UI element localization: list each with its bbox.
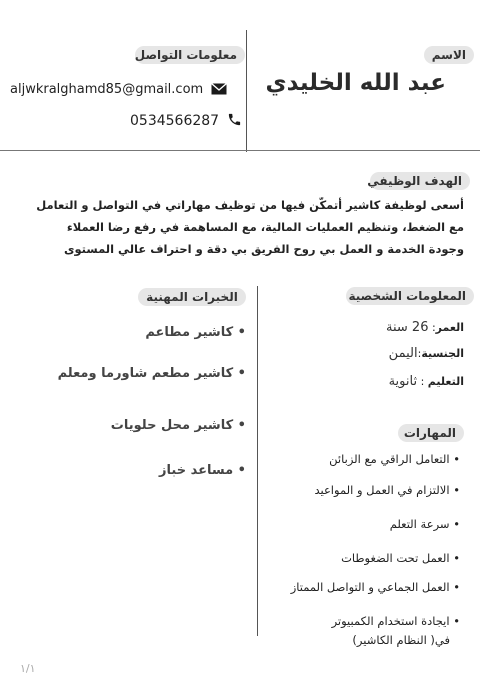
- full-name: عبد الله الخليدي: [265, 70, 446, 96]
- contact-label: معلومات التواصل: [135, 46, 245, 64]
- skill-item: • التعامل الراقي مع الزبائن: [329, 450, 460, 468]
- education-label: التعليم: [427, 375, 464, 388]
- experience-item: • مساعد خباز: [159, 463, 246, 478]
- skill-item: • العمل تحت الضغوطات: [341, 549, 460, 567]
- phone-text: 0534566287: [130, 113, 220, 129]
- objective-line: مع الضغط، وتنظيم العمليات المالية، مع المساهمة في رفع رضا العملاء: [66, 220, 464, 234]
- age-value: 26 سنة: [386, 320, 429, 335]
- header-rule: [0, 150, 480, 151]
- age-label: العمر: [435, 321, 464, 334]
- phone-icon: [227, 112, 242, 131]
- envelope-icon: [211, 80, 227, 99]
- objective-text: [4, 194, 464, 260]
- skill-item: • ايجادة استخدام الكمبيوتر: [332, 612, 460, 630]
- column-divider: [257, 286, 258, 636]
- nationality-value: اليمن: [388, 346, 418, 361]
- nationality-row: الجنسية:اليمن: [388, 346, 464, 361]
- experience-item: • كاشير مطعم شاورما ومعلم: [58, 366, 246, 381]
- experience-item: • كاشير محل حلويات: [111, 418, 246, 433]
- skill-item: • الالتزام في العمل و المواعيد: [314, 481, 460, 499]
- experience-label: الخبرات المهنية: [138, 288, 246, 306]
- skill-item: • سرعة التعلم: [390, 515, 460, 533]
- nationality-label: الجنسية: [421, 347, 464, 360]
- objective-line: وجودة الخدمة و العمل بي روح الفريق بي دقة و احتراف عالي المستوى: [63, 242, 464, 256]
- education-value: ثانوية: [388, 374, 418, 389]
- skills-label: المهارات: [398, 424, 464, 442]
- personal-label: المعلومات الشخصية: [346, 287, 474, 305]
- header-divider: [246, 30, 247, 152]
- education-row: التعليم : ثانوية: [388, 374, 464, 389]
- skill-item: • العمل الجماعي و التواصل الممتاز: [291, 578, 460, 596]
- age-row: العمر: 26 سنة: [386, 320, 464, 335]
- page-number: ١/١: [20, 662, 36, 675]
- email-row: [10, 78, 227, 99]
- objective-label: الهدف الوظيفي: [370, 172, 470, 190]
- name-label: الاسم: [424, 46, 474, 64]
- objective-line: أسعى لوظيفة كاشير أتمكّن فيها من توظيف مهاراتي في التواصل و التعامل: [36, 198, 464, 212]
- experience-item: • كاشير مطاعم: [145, 325, 246, 340]
- phone-row: [130, 110, 242, 131]
- email-text: aljwkralghamd85@gmail.com: [10, 82, 204, 97]
- skill-item-continuation: في( النظام الكاشير): [352, 633, 450, 647]
